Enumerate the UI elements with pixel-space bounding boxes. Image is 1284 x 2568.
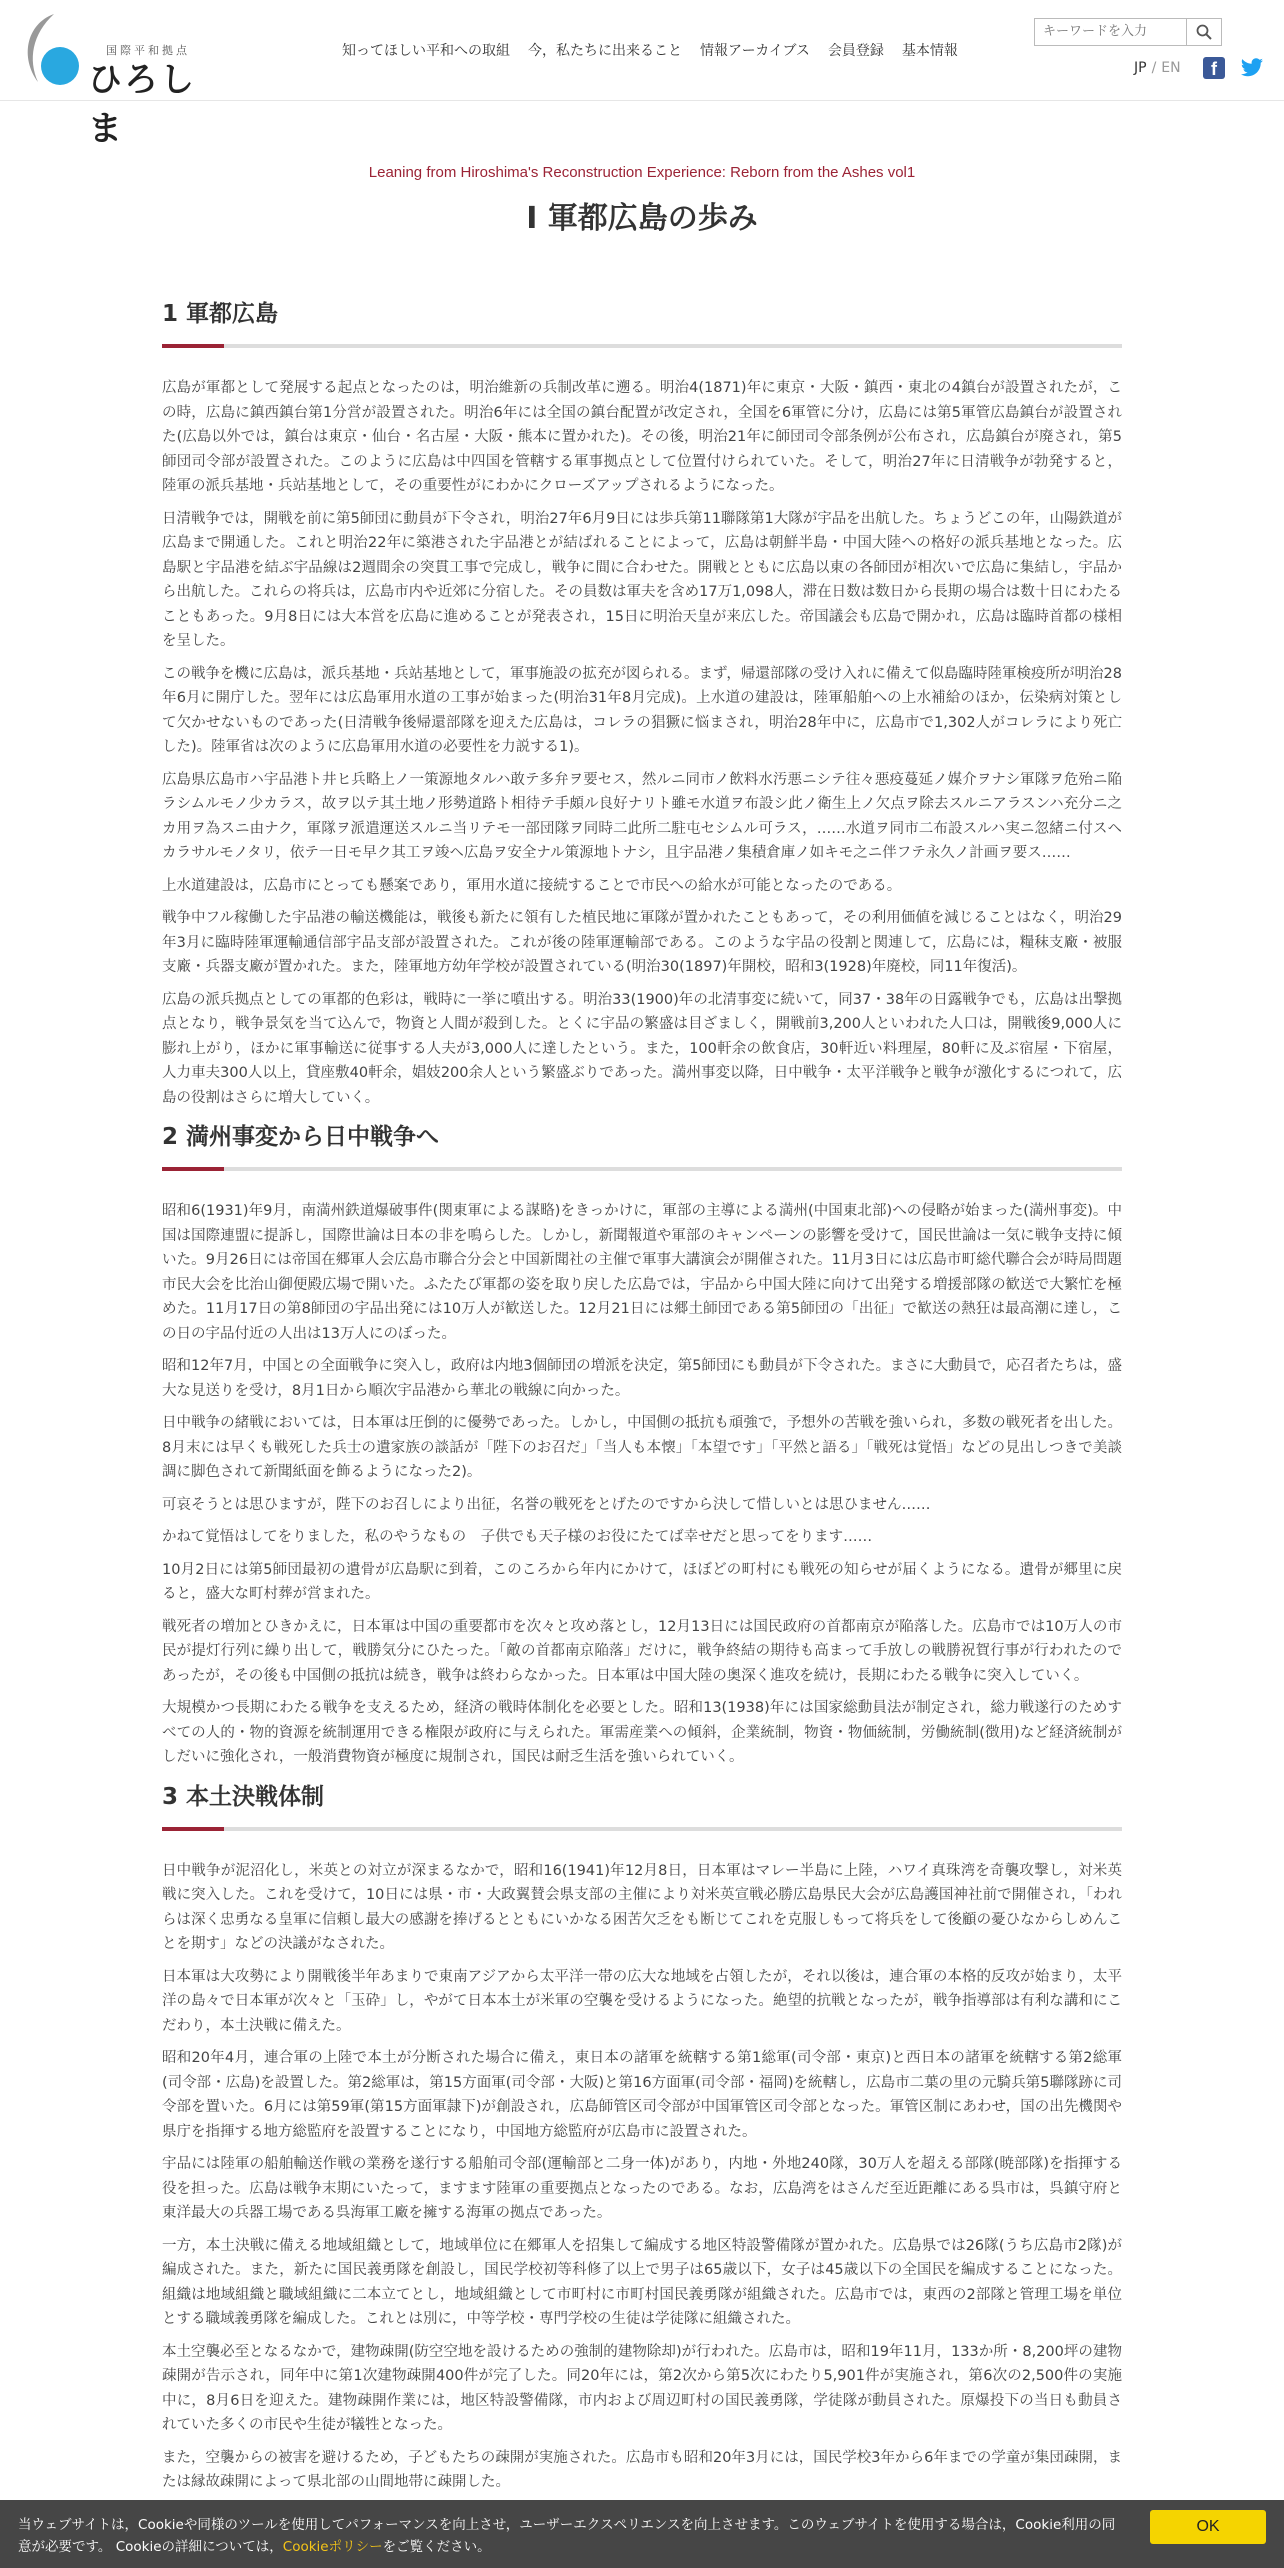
- quote-paragraph: 可哀そうとは思ひますが，陛下のお召しにより出征，名誉の戦死をとげたのですから決して惜しいとは思ひません……: [162, 1496, 931, 1513]
- search-icon: [1196, 24, 1212, 40]
- section-body: [162, 376, 1122, 1110]
- section-body: [162, 1859, 1122, 2495]
- section-1: [162, 295, 1122, 1110]
- nav-item-register[interactable]: 会員登録: [827, 43, 884, 59]
- cookie-message: [18, 2514, 1128, 2558]
- paragraph: 日中戦争が泥沼化し，米英との対立が深まるなかで，昭和16(1941)年12月8日，日本軍はマレー半島に上陸，ハワイ真珠湾を奇襲攻撃し，対米英戦に突入した。これを受けて，10日には県・市・大政翼賛会県支部の主催により対米英宣戦必勝広島県民大会が広島護国神社前で開催され，「われらは深く忠勇なる皇軍に信頼し最大の感謝を捧げるとともにいかなる困苦欠乏をも断じてこれを克服しもって将兵をして後顧の憂ひなからしめんことを期す」などの決議がなされた。: [162, 1862, 1122, 1952]
- page-title: Ⅰ 軍都広島の歩み: [526, 201, 758, 236]
- lang-en-link[interactable]: EN: [1161, 60, 1181, 76]
- cookie-text-suffix: をご覧ください。: [382, 2539, 491, 2555]
- site-header: [0, 0, 1284, 149]
- paragraph: 日本軍は大攻勢により開戦後半年あまりで東南アジアから太平洋一帯の広大な地域を占領したが，それ以後は，連合軍の本格的反攻が始まり，太平洋の島々で日本軍が次々と「玉砕」し，やがて日本本土が米軍の空襲を受けるようになった。絶望的抗戦となったが，戦争指導部は有利な講和にこだわり，本土決戦に備えた。: [162, 1968, 1122, 2034]
- paragraph: 宇品には陸軍の船舶輸送作戦の業務を遂行する船舶司令部(運輸部と二身一体)があり，内地・外地240隊，30万人を超える部隊(暁部隊)を指揮する役を担った。広島は戦争末期にいたって，ますます陸軍の重要拠点となったのである。なお，広島湾をはさんだ至近距離にある呉市は，呉鎮守府と東洋最大の兵器工場である呉海軍工廠を擁する海軍の拠点であった。: [162, 2156, 1122, 2221]
- nav-item-basic-info[interactable]: 基本情報: [901, 43, 958, 59]
- paragraph: 10月2日には第5師団最初の遺骨が広島駅に到着，このころから年内にかけて，ほぼどの町村にも戦死の知らせが届くようになる。遺骨が郷里に戻ると，盛大な町村葬が営まれた。: [162, 1561, 1122, 1602]
- section-body: [162, 1199, 1122, 1770]
- paragraph: 本土空襲必至となるなかで，建物疎開(防空空地を設けるための強制的建物除却)が行われた。広島市は，昭和19年11月，133か所・8,200坪の建物疎開が告示され，同年中に第1次建物疎開400件が完了した。同20年には，第2次から第5次にわたり5,901件が実施され，第6次の2,500件の実施中に，8月6日を迎えた。建物疎開作業には，地区特設警備隊，市内および周辺町村の国民義勇隊，学徒隊が動員された。原爆投下の当日も動員されていた多くの市民や生徒が犠牲となった。: [162, 2343, 1122, 2433]
- paragraph: 上水道建設は，広島市にとっても懸案であり，軍用水道に接続することで市民への給水が可能となったのである。: [162, 877, 902, 894]
- paragraph: 戦争中フル稼働した宇品港の輸送機能は，戦後も新たに領有した植民地に軍隊が置かれたこともあって，その利用価値を減じることはなく，明治29年3月に臨時陸軍運輸通信部宇品支部が設置された。これが後の陸軍運輸部である。このような宇品の役割と関連して，広島には，糧秣支廠・被服支廠・兵器支廠が置かれた。また，陸軍地方幼年学校が設置されている(明治30(1897)年開校，昭和3(1928)年廃校，同11年復活)。: [162, 910, 1122, 975]
- paragraph: 昭和20年4月，連合軍の上陸で本土が分断された場合に備え，東日本の諸軍を統轄する第1総軍(司令部・東京)と西日本の諸軍を統轄する第2総軍(司令部・広島)を設置した。第2総軍は，第15方面軍(司令部・大阪)と第16方面軍(司令部・福岡)を統轄し，広島市二葉の里の元騎兵第5聯隊跡に司令部を置いた。6月には第59軍(第15方面軍隷下)が創設され，広島師管区司令部が中国軍管区司令部となった。軍管区制にあわせ，国の出先機関や県庁を指揮する地方総監府を設置することになり，中国地方総監府が広島市に設置された。: [162, 2050, 1122, 2140]
- logo-mark-icon: [20, 10, 90, 90]
- paragraph: 広島の派兵拠点としての軍都的色彩は，戦時に一挙に噴出する。明治33(1900)年の北清事変に続いて，同37・38年の日露戦争でも，広島は出撃拠点となり，戦争景気を当て込んで，物資と人間が殺到した。とくに宇品の繁盛は目ざましく，開戦前3,200人といわれた人口は，開戦後9,000人に膨れ上がり，ほかに軍事輸送に従事する人夫が3,000人に達したという。また，100軒余の飲食店，30軒近い料理屋，80軒に及ぶ宿屋・下宿屋，人力車夫300人以上，貸座敷40軒余，娼妓200余人という繁盛ぶりであった。満州事変以降，日中戦争・太平洋戦争と戦争が激化するにつれて，広島の役割はさらに増大していく。: [162, 991, 1122, 1106]
- paragraph: 昭和6(1931)年9月，南満州鉄道爆破事件(関東軍による謀略)をきっかけに，軍部の主導による満州(中国東北部)への侵略が始まった(満州事変)。中国は国際連盟に提訴し，国際世論は日本の非を鳴らした。しかし，新聞報道や軍部のキャンペーンの影響を受けて，国民世論は一気に戦争支持に傾いた。9月26日には帝国在郷軍人会広島市聯合分会と中国新聞社の主催で軍事大講演会が開催された。11月3日には広島市町総代聯合会が時局問題市民大会を比治山御便殿広場で開いた。ふたたび軍都の姿を取り戻した広島では，宇品から中国大陸に向けて出発する増援部隊の歓送で大繁忙を極めた。11月17日の第8師団の宇品出発には10万人が歓送した。12月21日には郷土師団である第5師団の「出征」で歓送の熱狂は最高潮に達し，この日の宇品付近の人出は13万人にのぼった。: [162, 1203, 1122, 1342]
- paragraph: 戦死者の増加とひきかえに，日本軍は中国の重要都市を次々と攻め落とし，12月13日には国民政府の首都南京が陥落した。広島市では10万人の市民が提灯行列に繰り出して，戦勝気分にひたった。「敵の首都南京陥落」だけに，戦争終結の期待も高まって手放しの戦勝祝賀行事が行われたのであったが，その後も中国側の抵抗は続き，戦争は終わらなかった。日本軍は中国大陸の奥深く進攻を続け，長期にわたる戦争に突入していく。: [162, 1618, 1122, 1684]
- nav-item-initiatives[interactable]: 知ってほしい平和への取組: [342, 43, 510, 59]
- logo-text: ひろしま: [88, 60, 196, 149]
- search-box: [1034, 18, 1222, 46]
- article: [162, 160, 1122, 2503]
- article-series-label: Leaning from Hiroshima's Reconstruction Experience: Reborn from the Ashes vol1: [368, 164, 916, 181]
- section-heading: 3 本土決戦体制: [162, 1778, 1122, 1831]
- site-logo[interactable]: [20, 10, 210, 149]
- section-heading: 2 満州事変から日中戦争へ: [162, 1118, 1122, 1171]
- paragraph: 日清戦争では，開戦を前に第5師団に動員が下令され，明治27年6月9日には歩兵第11聯隊第1大隊が宇品を出航した。ちょうどこの年，山陽鉄道が広島まで開通した。これと明治22年に築港された宇品港とが結ばれることによって，広島は朝鮮半島・中国大陸への格好の派兵基地となった。広島駅と宇品港を結ぶ宇品線は2週間余の突貫工事で完成し，戦争に間に合わせた。開戦とともに広島以東の各師団が相次いで広島に集結し，宇品から出航した。これらの将兵は，広島市内や近郊に分宿した。その員数は軍夫を含め17万1,098人，滞在日数は数日から長期の場合は数十日にわたることもあった。9月8日には大本営を広島に進めることが発表され，15日に明治天皇が来広した。帝国議会も広島で開かれ，広島は臨時首都の様相を呈した。: [162, 510, 1122, 649]
- paragraph: 広島が軍都として発展する起点となったのは，明治維新の兵制改革に遡る。明治4(1871)年に東京・大阪・鎮西・東北の4鎮台が設置されたが，この時，広島に鎮西鎮台第1分営が設置された。明治6年には全国の鎮台配置が改定され，全国を6軍管に分け，広島には第5軍管広島鎮台が設置された(広島以外では，鎮台は東京・仙台・名古屋・大阪・熊本に置かれた)。その後，明治21年に師団司令部条例が公布され，広島鎮台が廃され，第5師団司令部が設置された。このように広島は中四国を管轄する軍事拠点として位置付けられていた。そして，明治27年に日清戦争が勃発すると，陸軍の派兵基地・兵站基地として，その重要性がにわかにクローズアップされるようになった。: [162, 380, 1122, 494]
- paragraph: 一方，本土決戦に備える地域組織として，地域単位に在郷軍人を招集して編成する地区特設警備隊が置かれた。広島県では26隊(うち広島市2隊)が編成された。また，新たに国民義勇隊を創設し，国民学校初等科修了以上で男子は65歳以下，女子は45歳以下の全国民を編成することになった。組織は地域組織と職域組織に二本立てとし，地域組織として市町村に市町村国民義勇隊が組織された。広島市では，東西の2部隊と管理工場を単位とする職域義勇隊を編成した。これとは別に，中等学校・専門学校の生徒は学徒隊に組織された。: [162, 2237, 1122, 2327]
- quote-paragraph: かねて覚悟はしてをりました，私のやうなもの 子供でも天子様のお役にたてば幸せだと思ってをります……: [162, 1529, 873, 1545]
- nav-item-archives[interactable]: 情報アーカイブス: [700, 43, 810, 59]
- paragraph: 昭和12年7月，中国との全面戦争に突入し，政府は内地3個師団の増派を決定，第5師団にも動員が下令された。まさに大動員で，応召者たちは，盛大な見送りを受け，8月1日から順次宇品港から華北の戦線に向かった。: [162, 1358, 1122, 1399]
- cookie-text: 当ウェブサイトは，Cookieや同様のツールを使用してパフォーマンスを向上させ，ユーザーエクスペリエンスを向上させます。このウェブサイトを使用する場合は，Cookie利用の同意が必要です。 Cookieの詳細については，: [18, 2517, 1116, 2555]
- paragraph: 日中戦争の緒戦においては，日本軍は圧倒的に優勢であった。しかし，中国側の抵抗も頑強で，予想外の苦戦を強いられ，多数の戦死者を出した。8月末には早くも戦死した兵士の遺家族の談話が「陛下のお召だ」「当人も本懐」「本望です」「平然と語る」「戦死は覚悟」などの見出しつきで美談調に脚色されて新聞紙面を飾るようになった2)。: [162, 1415, 1122, 1480]
- language-switcher: [1134, 60, 1181, 76]
- cookie-policy-link[interactable]: Cookieポリシー: [282, 2539, 383, 2555]
- lang-jp-link[interactable]: JP: [1134, 60, 1147, 76]
- paragraph: また，空襲からの被害を避けるため，子どもたちの疎開が実施された。広島市も昭和20年3月には，国民学校3年から6年までの学童が集団疎開，または縁故疎開によって県北部の山間地帯に疎開した。: [162, 2449, 1122, 2490]
- quote-paragraph: 広島県広島市ハ宇品港ト井ヒ兵略上ノ一策源地タルハ敢テ多弁ヲ要セス，然ルニ同市ノ飲料水汚悪ニシテ往々悪疫蔓延ノ媒介ヲナシ軍隊ヲ危殆ニ陥ラシムルモノ少カラス，故ヲ以テ其土地ノ形勢道路ト相待テ手頗ル良好ナリト雖モ水道ヲ布設シ此ノ衛生上ノ欠点ヲ除去スルニアラスンハ充分ニ之カ用ヲ為スニ由ナク，軍隊ヲ派遣運送スルニ当リテモ一部団隊ヲ同時二此所二駐屯セシムル可ラス，……水道ヲ同市二布設スルハ実ニ忽緒ニ付スヘカラサルモノタリ，依テ一日モ早ク其工ヲ竣ヘ広島ヲ安全ナル策源地トナシ，且宇品港ノ集積倉庫ノ如キモ之ニ伴フテ永久ノ計画ヲ要ス……: [162, 771, 1122, 861]
- twitter-icon[interactable]: [1240, 58, 1264, 78]
- cookie-ok-button[interactable]: OK: [1150, 2510, 1266, 2544]
- paragraph: 大規模かつ長期にわたる戦争を支えるため，経済の戦時体制化を必要とした。昭和13(1938)年には国家総動員法が制定され，総力戦遂行のためすべての人的・物的資源を統制運用できる権限が政府に与えられた。軍需産業への傾斜，企業統制，物資・物価統制，労働統制(徴用)など経済統制がしだいに強化され，一般消費物資が極度に規制され，国民は耐乏生活を強いられていく。: [162, 1700, 1122, 1765]
- search-input[interactable]: [1035, 19, 1201, 43]
- nav-item-what-we-can-do[interactable]: 今，私たちに出来ること: [528, 43, 682, 59]
- section-heading: 1 軍都広島: [162, 295, 1122, 348]
- facebook-icon[interactable]: f: [1203, 57, 1225, 79]
- search-button[interactable]: [1186, 19, 1221, 45]
- lang-separator: /: [1151, 60, 1157, 76]
- logo-subtitle: 国際平和拠点: [106, 44, 190, 57]
- paragraph: この戦争を機に広島は，派兵基地・兵站基地として，軍事施設の拡充が図られる。まず，帰還部隊の受け入れに備えて似島臨時陸軍検疫所が明治28年6月に開庁した。翌年には広島軍用水道の工事が始まった(明治31年8月完成)。上水道の建設は，陸軍船舶への上水補給のほか，伝染病対策として欠かせないものであった(日清戦争後帰還部隊を迎えた広島は，コレラの猖獗に悩まされ，明治28年中に，広島市で1,302人がコレラにより死亡した)。陸軍省は次のように広島軍用水道の必要性を力説する1)。: [162, 665, 1122, 755]
- main-nav: [342, 40, 958, 60]
- section-3: [162, 1778, 1122, 2495]
- cookie-banner: [0, 2500, 1284, 2568]
- section-2: [162, 1118, 1122, 1770]
